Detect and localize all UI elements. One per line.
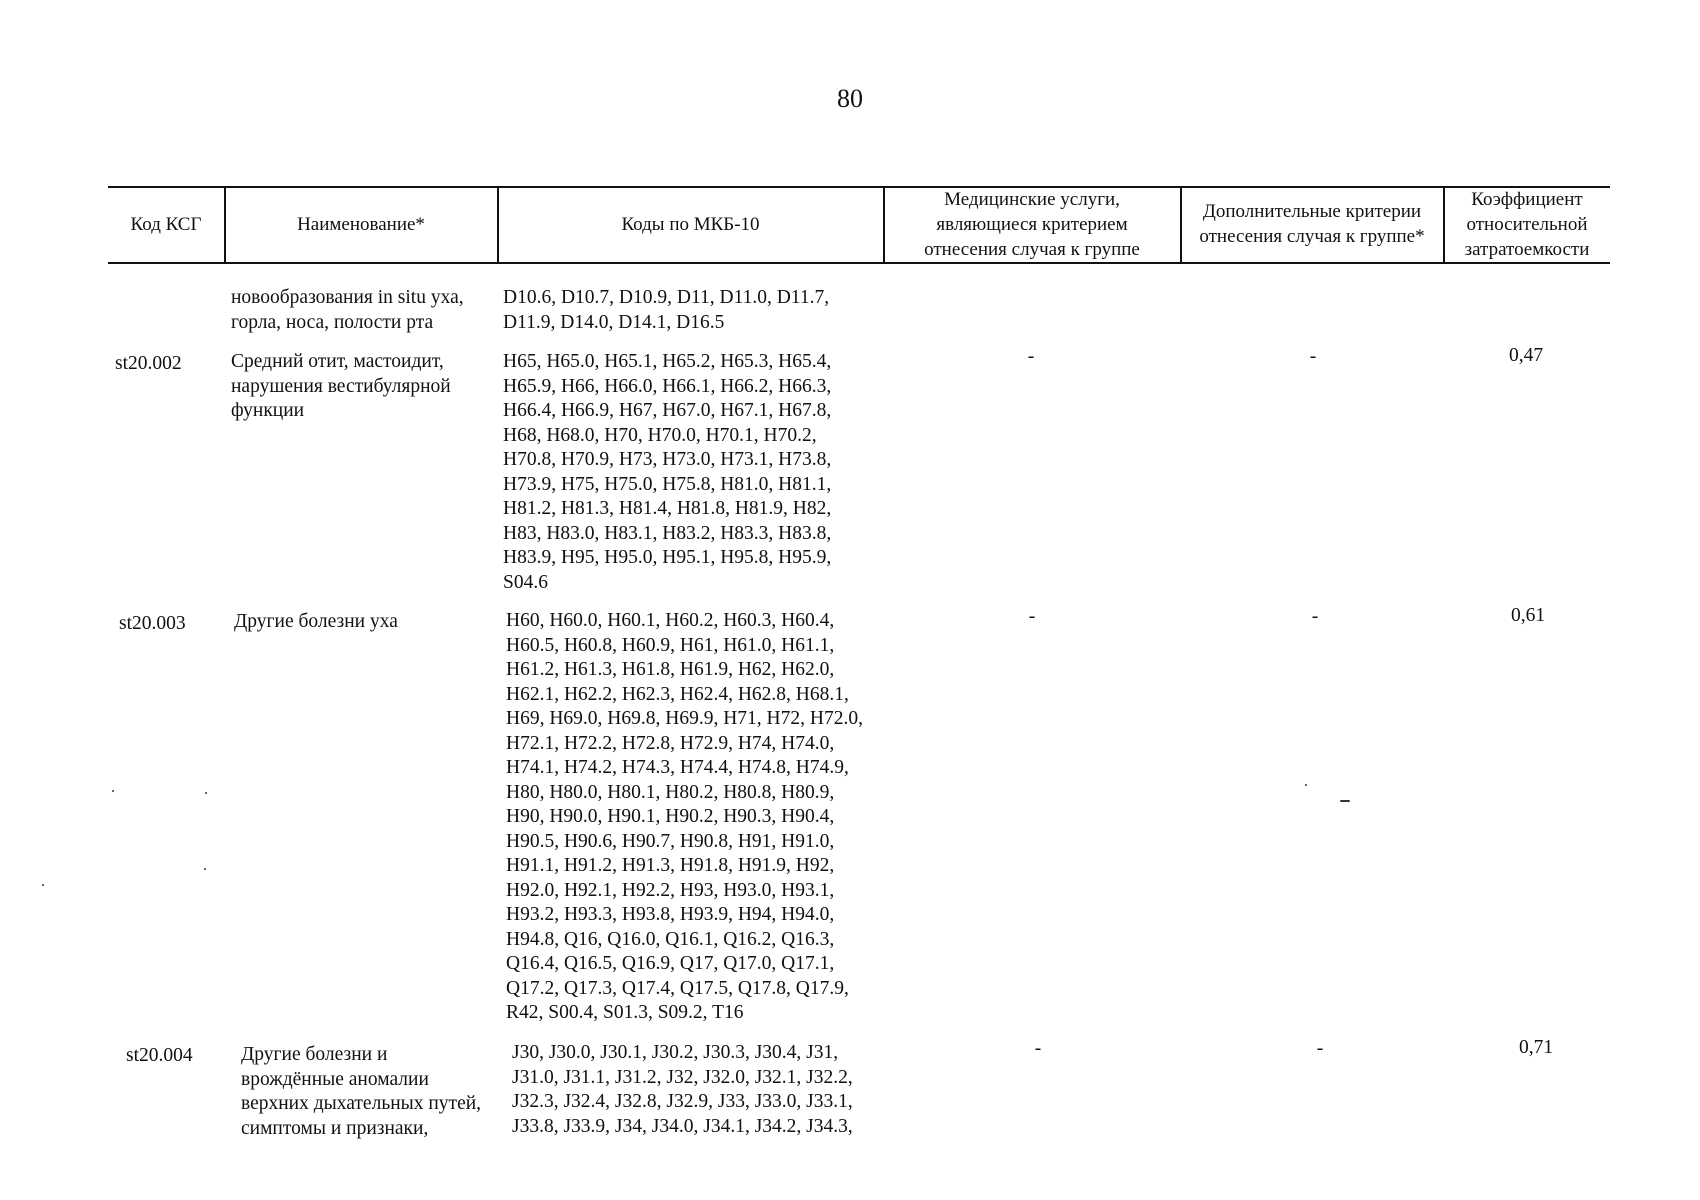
row-med-services: -: [1028, 606, 1036, 627]
header-icd-codes: Коды по МКБ-10: [621, 213, 760, 235]
page-number: 80: [837, 84, 863, 113]
row-extra-criteria: -: [1311, 606, 1319, 627]
row-extra-criteria: -: [1316, 1038, 1324, 1059]
header-bottom-rule: [108, 262, 1610, 264]
row-name: Другие болезни уха: [234, 611, 398, 632]
scan-speck: [112, 790, 114, 792]
row-icd-codes: J30, J30.0, J30.1, J30.2, J30.3, J30.4, J31, J31.0, J31.1, J31.2, J32, J32.0, J32.1, J32.2, J32.3, J32.4, J32.8, J32.9, J33, J33.0, J33.1, J33.8, J33.9, J34, J34.0, J34.1, J34.2, J34.3,: [512, 1042, 853, 1137]
row-coefficient: 0,71: [1518, 1037, 1554, 1058]
header-coefficient: Коэффициент относительной затратоемкости: [1464, 188, 1590, 260]
header-med-services: Медицинские услуги, являющиеся критерием отнесения случая к группе: [924, 188, 1140, 260]
scan-speck: [1305, 784, 1307, 786]
row-coefficient: 0,61: [1510, 605, 1546, 626]
row-ksg-code: st20.004: [126, 1045, 193, 1066]
header-extra-criteria: Дополнительные критерии отнесения случая к группе*: [1199, 201, 1425, 247]
row-coefficient: 0,47: [1508, 345, 1544, 366]
row-name: Средний отит, мастоидит, нарушения вестибулярной функции: [231, 351, 451, 421]
row-ksg-code: st20.003: [119, 613, 186, 634]
row-icd-codes: H60, H60.0, H60.1, H60.2, H60.3, H60.4, H60.5, H60.8, H60.9, H61, H61.0, H61.1, H61.2, H61.3, H61.8, H61.9, H62, H62.0, H62.1, H62.2, H62.3, H62.4, H62.8, H68.1, H69, H69.0, H69.8, H69.9, H71, H72, H72.0, H72.1, H72.2, H72.8, H72.9, H74, H74.0, H74.1, H74.2, H74.3, H74.4, H74.8, H74.9, H80, H80.0, H80.1, H80.2, H80.8, H80.9, H90, H90.0, H90.1, H90.2, H90.3, H90.4, H90.5, H90.6, H90.7, H90.8, H91, H91.0, H91.1, H91.2, H91.3, H91.8, H91.9, H92, H92.0, H92.1, H92.2, H93, H93.0, H93.1, H93.2, H93.3, H93.8, H93.9, H94, H94.0, H94.8, Q16, Q16.0, Q16.1, Q16.2, Q16.3, Q16.4, Q16.5, Q16.9, Q17, Q17.0, Q17.1, Q17.2, Q17.3, Q17.4, Q17.5, Q17.8, Q17.9, R42, S00.4, S01.3, S09.2, T16: [506, 610, 863, 1023]
header-ksg-code: Код КСГ: [130, 213, 202, 235]
row-icd-codes: D10.6, D10.7, D10.9, D11, D11.0, D11.7, D11.9, D14.0, D14.1, D16.5: [503, 287, 830, 333]
row-extra-criteria: -: [1309, 346, 1317, 367]
scan-speck: [42, 884, 44, 886]
scan-speck: [205, 792, 207, 794]
row-ksg-code: st20.002: [115, 353, 182, 374]
scan-speck: [1340, 800, 1350, 802]
scan-speck: [204, 868, 206, 870]
row-name: новообразования in situ уха, горла, носа, полости рта: [231, 287, 464, 333]
row-med-services: -: [1034, 1038, 1042, 1059]
row-med-services: -: [1027, 346, 1035, 367]
row-icd-codes: H65, H65.0, H65.1, H65.2, H65.3, H65.4, H65.9, H66, H66.0, H66.1, H66.2, H66.3, H66.4, H66.9, H67, H67.0, H67.1, H67.8, H68, H68.0, H70, H70.0, H70.1, H70.2, H70.8, H70.9, H73, H73.0, H73.1, H73.8, H73.9, H75, H75.0, H75.8, H81.0, H81.1, H81.2, H81.3, H81.4, H81.8, H81.9, H82, H83, H83.0, H83.1, H83.2, H83.3, H83.8, H83.9, H95, H95.0, H95.1, H95.8, H95.9, S04.6: [503, 351, 832, 593]
header-name: Наименование*: [297, 213, 425, 235]
row-name: Другие болезни и врождённые аномалии верхних дыхательных путей, симптомы и признаки,: [241, 1044, 482, 1139]
